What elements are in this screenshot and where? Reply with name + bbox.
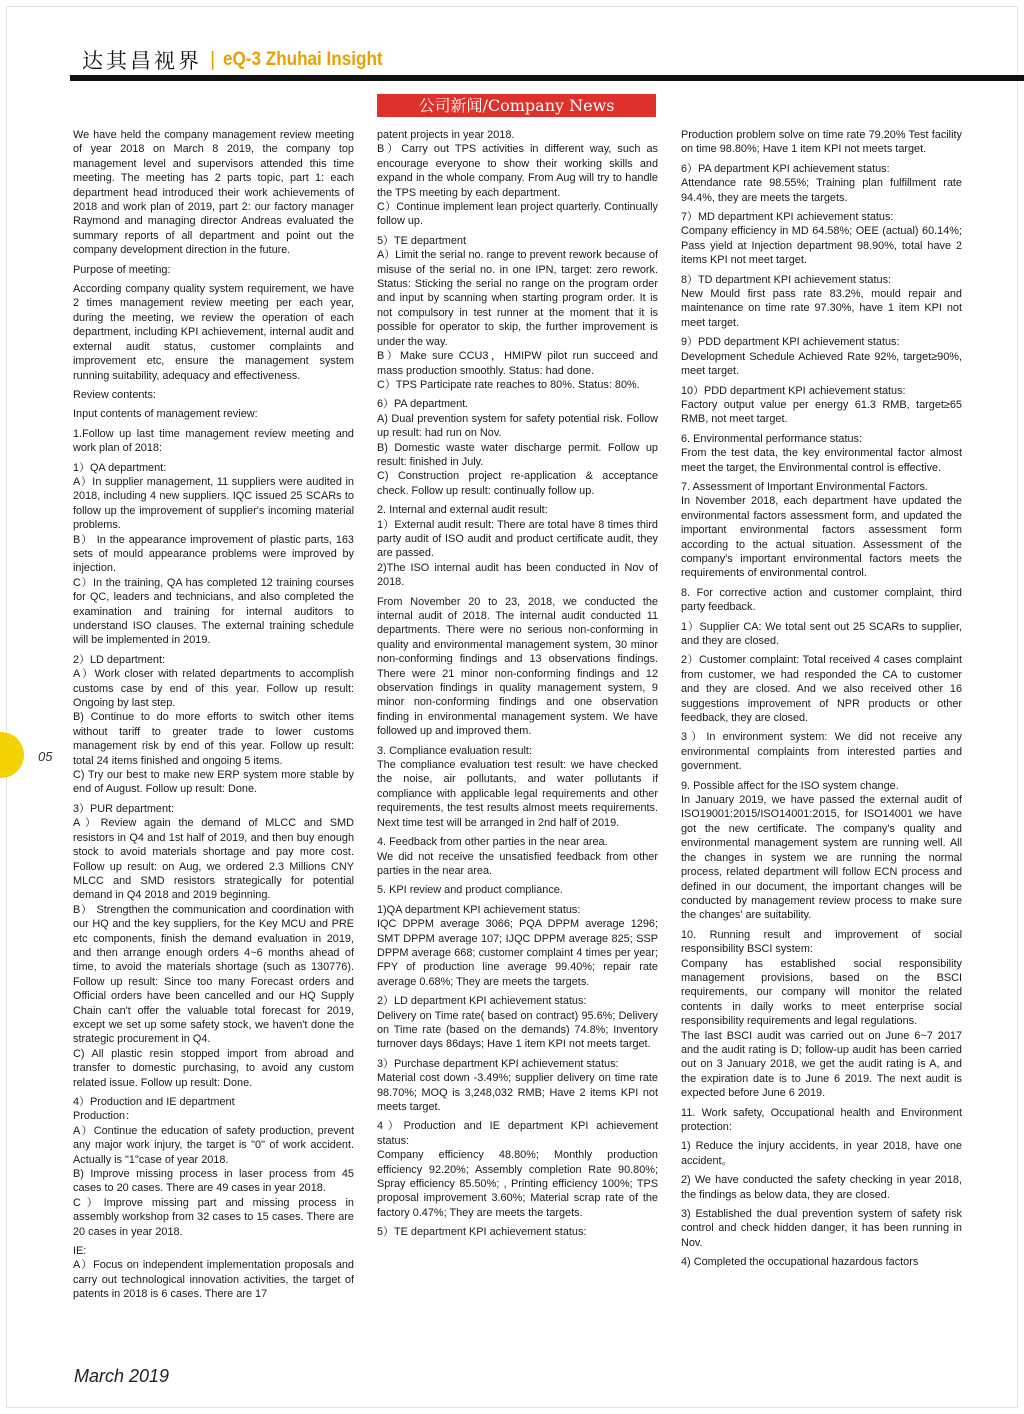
article-paragraph: 5）TE department A）Limit the serial no. range to prevent rework because of misuse of the serial no. in one IPN, target: zero rework. Status: Sticking the serial no range on the program order and input by scanning when starting program order. It is not compulsory in test runner at the moment that it is possible for operator to skip, the further improvement is under the way. B）Make sure CCU3，HMIPW pilot run succeed and mass production smoothly. Status: had done. C）TPS Participate rate reaches to 80%. Status: 80%. — [377, 234, 658, 391]
article-paragraph: 7）MD department KPI achievement status: Company efficiency in MD 64.58%; OEE (actual) 60.14%; Pass yield at Injection department 98.90%, total have 2 items KPI not meet target. — [681, 211, 962, 267]
page-number: 05 — [38, 749, 53, 764]
article-paragraph: IE: A）Focus on independent implementation proposals and carry out technological innovation activities, the target of patents in 2018 is 6 cases. There are 17 — [73, 1245, 354, 1301]
article-paragraph: 3. Compliance evaluation result: The compliance evaluation test result: we have checked the noise, air pollutants, and water pollutants if compliance with applicable legal requirements and other requirements, the test results almost meets requirements. Next time test will be arranged in 2nd half of 2019. — [377, 744, 658, 829]
article-paragraph: 4）Production and IE department Production： A）Continue the education of safety production, prevent any major work injury, the target is "0" of work accident. Actually is "1"case of year 2018. B) Improve missing process in laser process from 45 cases to 20 cases. There are 49 cases in year 2018. C）Improve missing part and missing process in assembly workshop from 32 cases to 15 cases. There are 20 cases in year 2018. — [73, 1096, 354, 1238]
article-paragraph: According company quality system requirement, we have 2 times management review meeting per each year, during the meeting, we review the operation of each department, including KPI achievement, internal audit and external audit status, customer complaints and improvement etc, ensure the management system running suitability, adequacy and effectiveness. — [73, 283, 354, 382]
issue-date: March 2019 — [74, 1366, 170, 1386]
article-paragraph: Review contents: — [73, 388, 156, 401]
article-paragraph: Input contents of management review: — [73, 408, 258, 421]
article-paragraph: 1) Reduce the injury accidents, in year 2018, have one accident。 — [681, 1140, 962, 1167]
article-paragraph: 2）LD department KPI achievement status: Delivery on Time rate( based on contract) 95.6%; Delivery on Time rate (based on the demands) 74.8%; Inventory turnover days 86days; Have 1 item KPI not meets target. — [377, 995, 658, 1051]
article-paragraph: 3）Purchase department KPI achievement status: Material cost down -3.49%; supplier delivery on time rate 98.70%; MOQ is 3,248,032 RMB; Have 2 items KPI not meets target. — [377, 1057, 658, 1113]
article-paragraph: 2) We have conducted the safety checking in year 2018, the findings as below data, they are closed. — [681, 1174, 962, 1201]
header-rule — [70, 75, 1024, 81]
magazine-title-en: eQ-3 Zhuhai Insight — [223, 49, 383, 70]
masthead — [82, 44, 401, 76]
article-paragraph: 6. Environmental performance status: From the test data, the key environmental factor almost meet the target, the Environmental control is effective. — [681, 432, 962, 474]
article-paragraph: Purpose of meeting: — [73, 263, 171, 276]
article-paragraph: 10）PDD department KPI achievement status: Factory output value per energy 61.3 RMB, target≥65 RMB, not meet target. — [681, 384, 962, 426]
article-paragraph: 7. Assessment of Important Environmental Factors. In November 2018, each department have updated the environmental factors assessment form, and updated the important environmental factors assessment form according to the actual situation. Assessment of the company's important environmental factors meets the requirements of environmental control. — [681, 480, 962, 580]
article-paragraph: 11. Work safety, Occupational health and Environment protection: — [681, 1106, 962, 1133]
article-paragraph: 2）LD department: A）Work closer with related departments to accomplish customs case by end of this year. Follow up result: Ongoing by last step. B) Continue to do more efforts to switch other items without tariff to greater trade to lower customs management risk by end of this year. Follow up result: total 24 items finished and ongoing 5 items. C) Try our best to make new ERP system more stable by end of August. Follow up result: Done. — [73, 653, 354, 796]
article-paragraph: 1）QA department: A）In supplier management, 11 suppliers were audited in 2018, including 4 new suppliers. IQC issued 25 SCARs to follow up the improvement of supplier's incoming material problems. B） In the appearance improvement of plastic parts, 163 sets of mould appearance problems were improved by injection. C）In the training, QA has completed 12 training courses for QC, leaders and technicians, and also completed the examination and training for internal auditors to understand ISO clauses. The external training schedule will be implemented in 2019. — [73, 461, 354, 647]
article-paragraph: 1)QA department KPI achievement status: IQC DPPM average 3066; PQA DPPM average 1296; SMT DPPM average 107; IJQC DPPM average 825; SSP DPPM average 668; customer complaint 4 times per year; FPY of production line average 99.40%; repair rate average 0.68%; They are meets the targets. — [377, 903, 658, 988]
article-paragraph: 6）PA department. A) Dual prevention system for safety potential risk. Follow up result: had run on Nov. B) Domestic waste water discharge permit. Follow up result: finished in July. C) Construction project re-application & acceptance check. Follow up result: continually follow up. — [377, 398, 658, 497]
article-paragraph: 1）Supplier CA: We total sent out 25 SCARs to supplier, and they are closed. — [681, 620, 962, 647]
article-paragraph: 1.Follow up last time management review meeting and work plan of 2018: — [73, 427, 354, 455]
article-paragraph: 5. KPI review and product compliance. — [377, 884, 563, 897]
title-separator: | — [210, 48, 216, 71]
article-paragraph: We have held the company management review meeting of year 2018 on March 8 2019, the company top management level and supervisors attended this time meeting. The meeting has 2 parts topic, part 1: each department head introduced their work achievements of 2018 and work plan of 2019, part 2: our factory manager Raymond and managing director Andreas evaluated the summary reports of all department and point out the company development direction in the future. — [73, 129, 354, 257]
article-paragraph: Production problem solve on time rate 79.20% Test facility on time 98.80%; Have 1 item KPI not meets target. — [681, 129, 962, 156]
article-paragraph: 4) Completed the occupational hazardous factors — [681, 1256, 919, 1269]
article-column-1 — [73, 128, 354, 1356]
article-paragraph: 5）TE department KPI achievement status: — [377, 1226, 587, 1239]
article-paragraph: 6）PA department KPI achievement status: Attendance rate 98.55%; Training plan fulfillment rate 94.4%, they are meets the targets. — [681, 162, 962, 204]
article-paragraph: 9. Possible affect for the ISO system change. In January 2019, we have passed the external audit of ISO19001:2015/ISO14001:2015, for ISO14001 we have got the new certificate. The company's quality and environmental management system are running well. All the changes in system we are running the normal process, related department will follow ECN process and defined in our document, the important changes will be conducted by management review process to make sure the changes' are suitability. — [681, 779, 962, 922]
article-paragraph: 8）TD department KPI achievement status: New Mould first pass rate 83.2%, mould repair and maintenance on time rate 97.30%, have 1 item KPI not meet target. — [681, 273, 962, 329]
section-banner: 公司新闻/Company News — [377, 94, 656, 117]
article-column-3 — [681, 128, 962, 1356]
article-paragraph: 10. Running result and improvement of social responsibility BSCI system: Company has established social responsibility management provisions, based on the BSCI requirements, our company will monitor the related contents in daily works to meet enterprise social responsibility requirements and legal regulations. The last BSCI audit was carried out on June 6~7 2017 and the audit rating is D; follow-up audit has been carried out on 3 January 2018, we get the audit rating is A, and the expiration date is to June 6 2019. The next audit is expected before June 6 2019. — [681, 928, 962, 1100]
article-paragraph: 3）PUR department: A）Review again the demand of MLCC and SMD resistors in Q4 and 1st half of 2019, and then buy enough stock to avoid materials shortage and pay more cost. Follow up result: on Aug, we ordered 2.3 Millions CNY MLCC and SMD resistors strategically for potential demand in Q4 2018 and 2019 beginning. B） Strengthen the communication and coordination with our HQ and the key suppliers, for the Key MCU and PRE etc components, finish the demand evaluation in 2019, and then arrange enough orders 4~6 months ahead of time, to avoid the materials shortage (such as 130776). Follow up result: Since too many Forecast orders and Official orders have been cancelled and our HQ Supply Chain can't offer the valuable total forecast for 2019, except we set up some safety stock, we haven't done the strategic procurement in Q4. C) All plastic resin stopped import from abroad and transfer to domestic purchasing, to avoid any custom related issue. Follow up result: Done. — [73, 802, 354, 1089]
article-paragraph: 4）Production and IE department KPI achievement status: Company efficiency 48.80%; Monthly production efficiency 92.20%; Assembly completion Rate 90.80%; Spray efficiency 85.50%; , Printing efficiency 100%; TPS proposal improvement 3.60%; Material scrap rate of the factory 0.47%; They are meets the targets. — [377, 1120, 658, 1219]
article-paragraph: From November 20 to 23, 2018, we conducted the internal audit of 2018. The internal audit conducted 11 departments. There were no serious non-conforming in quality and environmental management system, 30 minor non-conforming findings and 13 observations findings. There were 21 minor non-conforming findings and 12 observation findings in quality management system, 9 minor non-conforming findings and one observation finding in environmental management system. We have followed up and improved them. — [377, 595, 658, 738]
article-paragraph: 9）PDD department KPI achievement status: Development Schedule Achieved Rate 92%, target≥90%, meet target. — [681, 336, 962, 378]
article-column-2 — [377, 128, 658, 1356]
article-paragraph: 3）In environment system: We did not receive any environmental complaints from interested parties and government. — [681, 731, 962, 773]
article-paragraph: 2）Customer complaint: Total received 4 cases complaint from customer, we had responded the CA to customer and they are closed. And we also received other 16 suggestions improvement of NPR products or other feedback, they are closed. — [681, 654, 962, 725]
magazine-title-cn: 达其昌视界 — [82, 49, 202, 73]
article-paragraph: patent projects in year 2018. B）Carry out TPS activities in different way, such as encourage everyone to show their working skills and expand in the whole company. From Aug will try to handle the TPS meeting by each department. C）Continue implement lean project quarterly. Continually follow up. — [377, 129, 658, 228]
article-paragraph: 3) Established the dual prevention system of safety risk control and check hidden danger, it has been running in Nov. — [681, 1208, 962, 1249]
article-paragraph: 4. Feedback from other parties in the near area. We did not receive the unsatisfied feedback from other parties in the near area. — [377, 836, 658, 877]
article-paragraph: 2. Internal and external audit result: 1）External audit result: There are total have 8 times third party audit of ISO audit and product certificate audit, they are passed. 2)The ISO internal audit has been conducted in Nov of 2018. — [377, 504, 658, 589]
article-paragraph: 8. For corrective action and customer complaint, third party feedback. — [681, 586, 962, 614]
